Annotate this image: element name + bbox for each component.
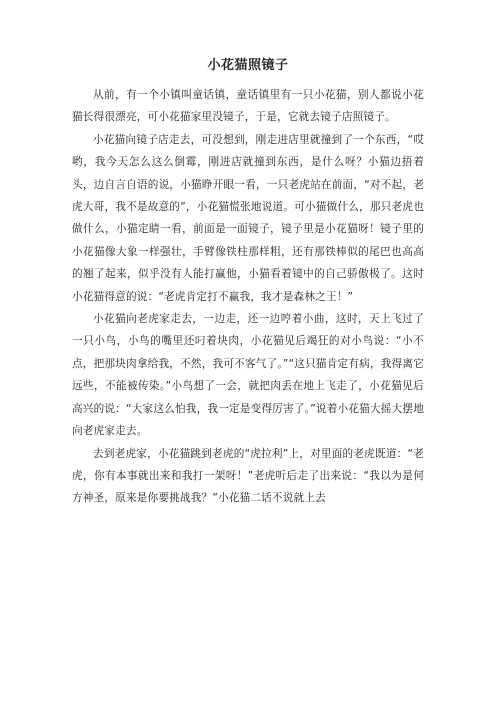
document-page [72,58,424,510]
paragraph-3: 小花猫向老虎家走去，一边走，还一边哼着小曲，这时，天上飞过了一只小鸟，小鸟的嘴里还叼着块肉，小花猫见后竭狂的对小鸟说：“小不点，把那块肉拿给我，不然，我可不客气了。”“这只猫肯定有病，我得离它远些，不能被传染。”小鸟想了一会，就把肉丢在地上飞走了，小花猫见后高兴的说：“大家这么怕我，我一定是变得厉害了。”说着小花猫大摇大摆地向老虎家走去。 [72,313,424,438]
paragraph-2: 小花猫向镜子店走去，可没想到，刚走进店里就撞到了一个东西，“哎哟，我今天怎么这么倒霉，刚进店就撞到东西，是什么呀？小猫边捂着头，边自言自语的说，小猫睁开眼一看，一只老虎站在前面，“对不起，老虎大哥，我不是故意的”，小花猫慌张地说道。可小猫做什么，那只老虎也做什么，小猫定睛一看，前面是一面镜子，镜子里是小花猫呀！镜子里的小花猫像大象一样强壮，手臂像铁柱那样粗，还有那铁棒似的尾巴也高高的翘了起来，似乎没有人能打赢他，小猫看着镜中的自己骄傲极了。这时小花猫得意的说：“老虎肯定打不赢我，我才是森林之王！” [72,133,424,303]
document-title: 小花猫照镜子 [207,58,289,73]
paragraph-4: 去到老虎家，小花猫跳到老虎的“虎拉利”上，对里面的老虎既道：“老虎，你有本事就出来和我打一架呀！”老虎听后走了出来说：“我以为是何方神圣，原来是你要挑战我？”小花猫二话不说就上去 [72,447,424,505]
paragraph-1: 从前，有一个小镇叫童话镇，童话镇里有一只小花猫，别人都说小花猫长得很漂亮，可小花猫家里没镜子，于是，它就去镜子店照镜子。 [72,89,424,124]
